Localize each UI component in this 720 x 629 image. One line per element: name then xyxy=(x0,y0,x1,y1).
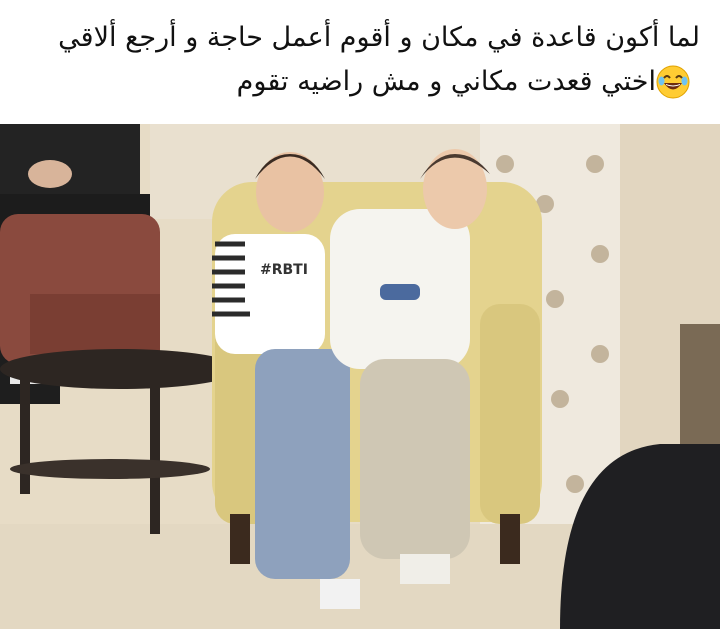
shirt-print: #RBTI xyxy=(260,262,308,278)
photo xyxy=(0,124,720,629)
phone xyxy=(380,284,420,300)
person-1-shirt xyxy=(215,234,325,354)
caption-line-2: اختي قعدت مكاني و مش راضيه تقوم xyxy=(236,66,656,97)
person-2-face xyxy=(423,149,487,229)
left-person-torso xyxy=(0,124,140,204)
person-2-shoe xyxy=(400,554,450,584)
laughing-emoji-icon xyxy=(656,65,690,99)
person-1-jeans xyxy=(255,349,350,579)
caption-line-1: لما أكون قاعدة في مكان و أقوم أعمل حاجة و أرجع ألاقي xyxy=(58,22,700,53)
person-1-shoe xyxy=(320,579,360,609)
person-2-pants xyxy=(360,359,470,559)
caption-line-2-row xyxy=(20,60,700,104)
caption-area xyxy=(0,0,720,124)
two-people-on-armchair-photo xyxy=(0,124,720,629)
coffee-table xyxy=(0,349,240,389)
